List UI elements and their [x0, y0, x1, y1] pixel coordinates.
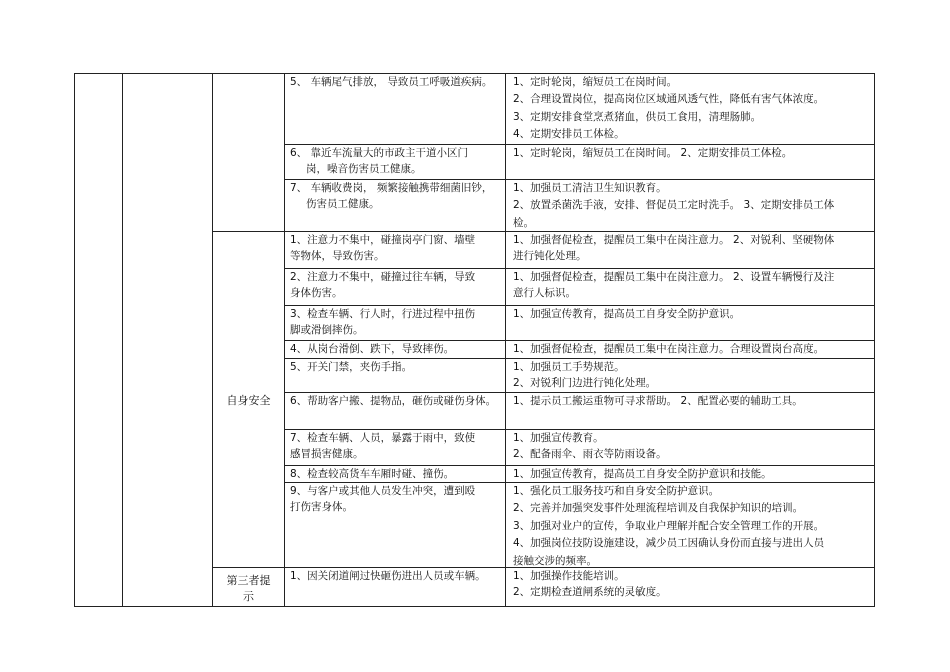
hazard-text: 7、检查车辆、人员，暴露于雨中，致使 [290, 432, 476, 444]
hazard-text: 1、因关闭道闸过快砸伤进出人员或车辆。 [290, 570, 486, 582]
row-divider [284, 268, 875, 269]
measure-text: 1、加强员工手势规范。 [513, 361, 625, 373]
row-divider [284, 465, 875, 466]
hazard-text: 3、检查车辆、行人时，行进过程中扭伤 [290, 308, 476, 320]
measure-text: 意行人标识。 [513, 286, 576, 299]
section-label-third-party: 第三者提 [226, 574, 271, 587]
measure-text: 2、定期检查道闸系统的灵敏度。 [513, 585, 667, 598]
hazard-text: 1、注意力不集中，碰撞岗亭门窗、墙壁 [290, 234, 476, 246]
row-divider [284, 340, 875, 341]
measure-text: 3、加强对业户的宣传，争取业户理解并配合安全管理工作的开展。 [513, 519, 825, 532]
measure-text: 4、定期安排员工体检。 [513, 128, 625, 141]
risk-control-table [74, 73, 875, 607]
row-divider [284, 482, 875, 483]
hazard-text: 7、 车辆收费岗， 频繁接触携带细菌旧钞， [290, 182, 493, 194]
column-divider [122, 73, 123, 607]
table-bottom-border [74, 606, 875, 607]
row-divider [284, 429, 875, 430]
hazard-text: 感冒损害健康。 [290, 447, 364, 460]
section-label-personal-safety: 自身安全 [226, 394, 271, 407]
measure-text: 进行钝化处理。 [513, 249, 587, 262]
measure-text: 1、加强督促检查，提醒员工集中在岗注意力。 2、对锐利、坚硬物体 [513, 234, 835, 246]
table-left-border [74, 73, 75, 607]
hazard-text: 5、开关门禁，夹伤手指。 [290, 361, 413, 373]
hazard-text: 9、与客户或其他人员发生冲突，遭到殴 [290, 485, 476, 497]
hazard-text: 身体伤害。 [290, 286, 343, 299]
measure-text: 2、对锐利门边进行钝化处理。 [513, 376, 657, 389]
measure-text: 1、加强宣传教育。 [513, 432, 604, 444]
measure-text: 1、加强宣传教育，提高员工自身安全防护意识和技能。 [513, 468, 772, 480]
row-divider [284, 358, 875, 359]
measure-text: 1、加强督促检查，提醒员工集中在岗注意力。合理设置岗台高度。 [513, 343, 825, 355]
row-divider [284, 305, 875, 306]
row-divider [284, 144, 875, 145]
row-divider [284, 392, 875, 393]
hazard-text: 6、 靠近车流量大的市政主干道小区门 [290, 147, 469, 159]
hazard-text: 8、检查较高货车车厢时碰、撞伤。 [290, 468, 455, 480]
hazard-text: 等物体，导致伤害。 [290, 249, 385, 262]
measure-text: 1、加强员工清洁卫生知识教育。 [513, 182, 667, 194]
measure-text: 4、加强岗位技防设施建设，减少员工因确认身份而直接与进出人员 [513, 537, 825, 550]
measure-text: 2、配备雨伞、雨衣等防雨设备。 [513, 447, 667, 460]
measure-text: 1、提示员工搬运重物可寻求帮助。 2、配置必要的辅助工具。 [513, 395, 803, 407]
hazard-text: 伤害员工健康。 [306, 197, 380, 210]
measure-text: 1、定时轮岗，缩短员工在岗时间。 [513, 76, 678, 88]
measure-text: 2、完善并加强突发事件处理流程培训及自我保护知识的培训。 [513, 502, 804, 515]
hazard-text: 岗，噪音伤害员工健康。 [306, 162, 422, 175]
measure-text: 1、强化员工服务技巧和自身安全防护意识。 [513, 485, 720, 497]
row-divider [212, 567, 875, 568]
table-top-border [74, 73, 875, 74]
measure-text: 2、放置杀菌洗手液，安排、督促员工定时洗手。 3、定期安排员工体 [513, 199, 835, 212]
hazard-text: 4、从岗台滑倒、跌下，导致摔伤。 [290, 343, 455, 355]
row-divider [212, 231, 875, 232]
hazard-text: 脚或滑倒摔伤。 [290, 323, 364, 336]
measure-text: 1、加强督促检查，提醒员工集中在岗注意力。 2、设置车辆慢行及注 [513, 271, 835, 283]
row-divider [284, 179, 875, 180]
measure-text: 1、加强操作技能培训。 [513, 570, 625, 582]
column-divider [212, 73, 213, 607]
measure-text: 3、定期安排食堂烹煮猪血，供员工食用，清理肠肺。 [513, 110, 762, 123]
section-label-third-party-cont: 示 [243, 590, 254, 603]
hazard-text: 2、注意力不集中，碰撞过往车辆，导致 [290, 271, 476, 283]
measure-text: 1、加强宣传教育，提高员工自身安全防护意识。 [513, 308, 741, 320]
measure-text: 检。 [513, 216, 534, 229]
measure-text: 接触交涉的频率。 [513, 554, 597, 567]
measure-text: 1、定时轮岗，缩短员工在岗时间。 2、定期安排员工体检。 [513, 147, 793, 159]
hazard-text: 6、帮助客户搬、提物品，砸伤或碰伤身体。 [290, 395, 497, 407]
measure-text: 2、合理设置岗位，提高岗位区域通风透气性，降低有害气体浓度。 [513, 93, 825, 106]
hazard-text: 5、 车辆尾气排放， 导致员工呼吸道疾病。 [290, 76, 493, 88]
hazard-text: 打伤害身体。 [290, 500, 353, 513]
